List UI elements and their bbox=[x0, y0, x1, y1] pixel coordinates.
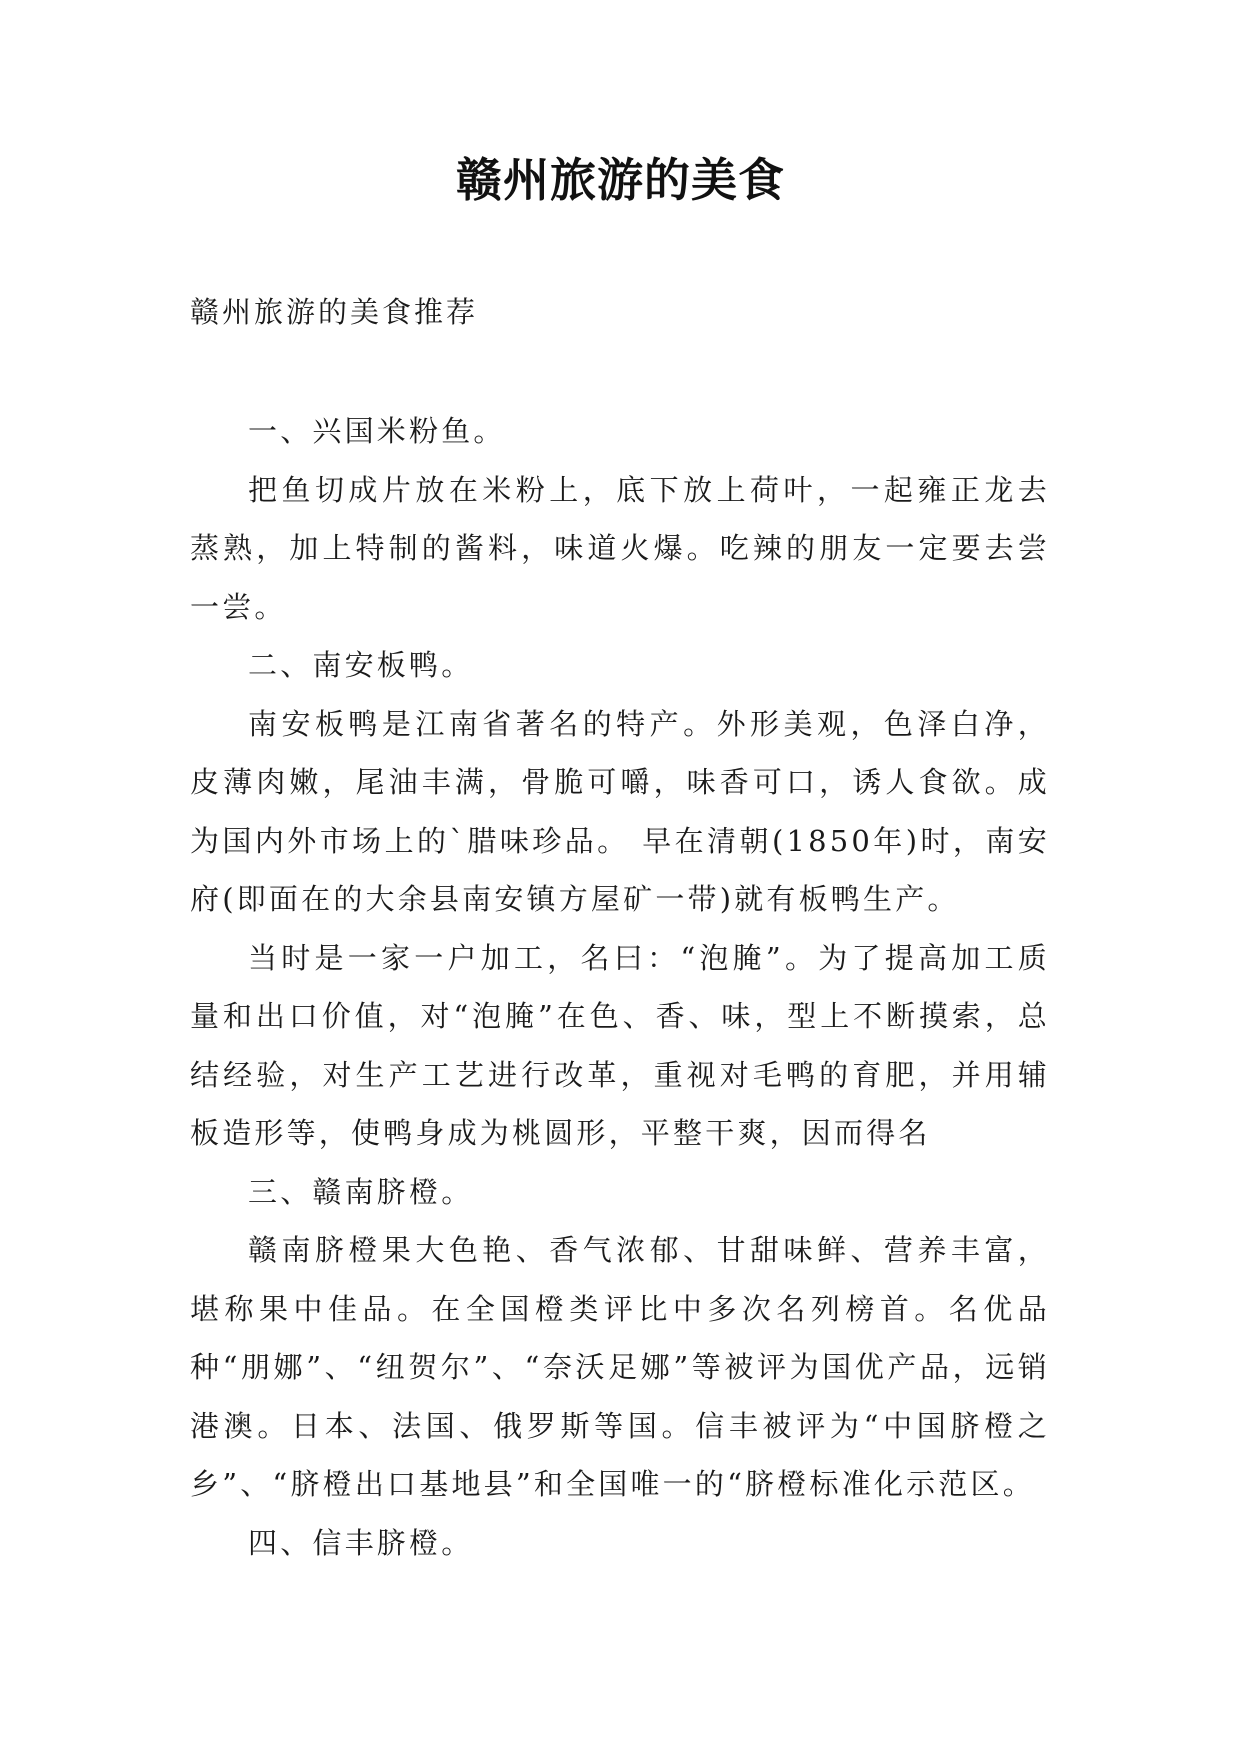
paragraph-nanan-duck-1: 南安板鸭是江南省著名的特产。外形美观，色泽白净，皮薄肉嫩，尾油丰满，骨脆可嚼，味香可口，诱人食欲。成为国内外市场上的`腊味珍品。 早在清朝(1850年)时，南安府(即面在的大余县南安镇方屋矿一带)就有板鸭生产。 bbox=[190, 706, 1050, 916]
document-body bbox=[190, 402, 1050, 1572]
paragraph-xingguo-fish: 把鱼切成片放在米粉上，底下放上荷叶，一起雍正龙去蒸熟，加上特制的酱料，味道火爆。吃辣的朋友一定要去尝一尝。 bbox=[190, 472, 1050, 624]
document-title: 赣州旅游的美食 bbox=[456, 153, 785, 207]
heading-gannan-orange: 三、赣南脐橙。 bbox=[248, 1174, 474, 1209]
paragraph-nanan-duck-2: 当时是一家一户加工，名曰：“泡腌”。为了提高加工质量和出口价值，对“泡腌”在色、香、味，型上不断摸索，总结经验，对生产工艺进行改革，重视对毛鸭的育肥，并用辅板造形等，使鸭身成为桃圆形，平整干爽，因而得名 bbox=[190, 940, 1050, 1150]
paragraph-gannan-orange: 赣南脐橙果大色艳、香气浓郁、甘甜味鲜、营养丰富，堪称果中佳品。在全国橙类评比中多次名列榜首。名优品种“朋娜”、“纽贺尔”、“奈沃足娜”等被评为国优产品，远销港澳。日本、法国、俄罗斯等国。信丰被评为“中国脐橙之乡”、“脐橙出口基地县”和全国唯一的“脐橙标准化示范区。 bbox=[190, 1233, 1050, 1501]
heading-xingguo-fish: 一、兴国米粉鱼。 bbox=[248, 414, 506, 448]
heading-nanan-duck: 二、南安板鸭。 bbox=[248, 648, 474, 682]
document-subtitle: 赣州旅游的美食推荐 bbox=[190, 295, 479, 329]
heading-xinfeng-orange: 四、信丰脐橙。 bbox=[248, 1525, 474, 1560]
